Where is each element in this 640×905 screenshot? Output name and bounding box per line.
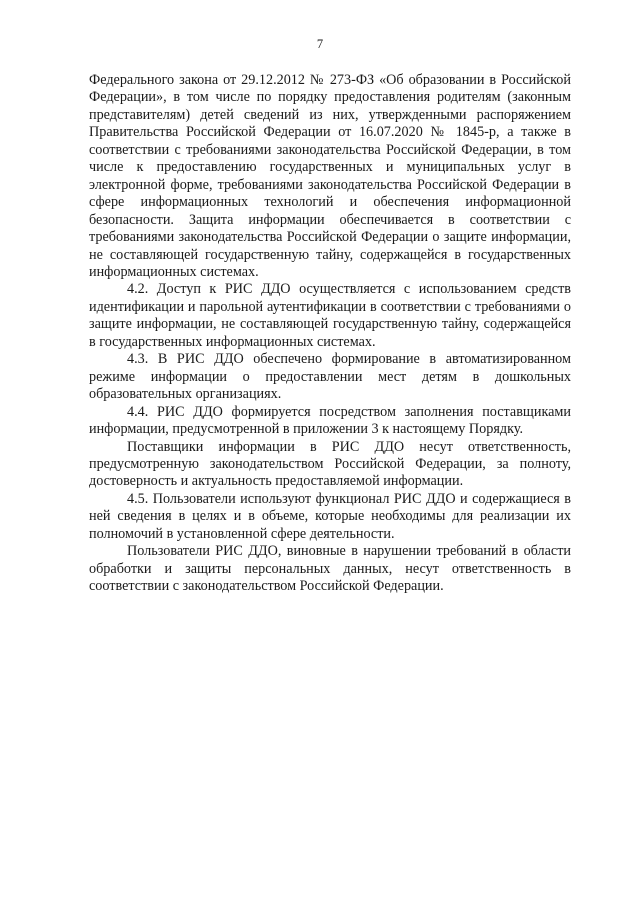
paragraph-continuation: Федерального закона от 29.12.2012 № 273-ФЗ «Об образовании в Российской Федерации», в том числе по порядку предоставления родителям (законным представителям) детей сведений из них, утвержденными распоряжением Правительства Российской Федерации от 16.07.2020 № 1845-р, а также в соответствии с требованиями законодательства Российской Федерации, в том числе к предоставлению государственных и муниципальных услуг в электронной форме, требованиями законодательства Российской Федерации в сфере информационных технологий и обеспечения информационной безопасности. Защита информации обеспечивается в соответствии с требованиями законодательства Российской Федерации о защите информации, не составляющей государственную тайну, содержащейся в государственных информационных системах. — [89, 72, 571, 280]
page-number: 7 — [316, 37, 324, 51]
paragraph-4-3: 4.3. В РИС ДДО обеспечено формирование в автоматизированном режиме информации о предоставлении мест детям в дошкольных образовательных организациях. — [89, 351, 571, 403]
paragraph-4-5: 4.5. Пользователи используют функционал РИС ДДО и содержащиеся в ней сведения в целях и в объеме, которые необходимы для реализации их полномочий в установленной сфере деятельности. — [89, 490, 571, 542]
paragraph-suppliers-responsibility: Поставщики информации в РИС ДДО несут ответственность, предусмотренную законодательством Российской Федерации, за полноту, достоверность и актуальность предоставляемой информации. — [89, 438, 571, 490]
paragraph-4-4: 4.4. РИС ДДО формируется посредством заполнения поставщиками информации, предусмотренной в приложении 3 к настоящему Порядку. — [89, 403, 571, 438]
paragraph-4-2: 4.2. Доступ к РИС ДДО осуществляется с использованием средств идентификации и парольной аутентификации в соответствии с требованиями о защите информации, не составляющей государственную тайну, содержащейся в государственных информационных системах. — [89, 281, 571, 350]
document-body — [89, 72, 571, 596]
paragraph-users-responsibility: Пользователи РИС ДДО, виновные в нарушении требований в области обработки и защиты персональных данных, несут ответственность в соответствии с законодательством Российской Федерации. — [89, 543, 571, 595]
